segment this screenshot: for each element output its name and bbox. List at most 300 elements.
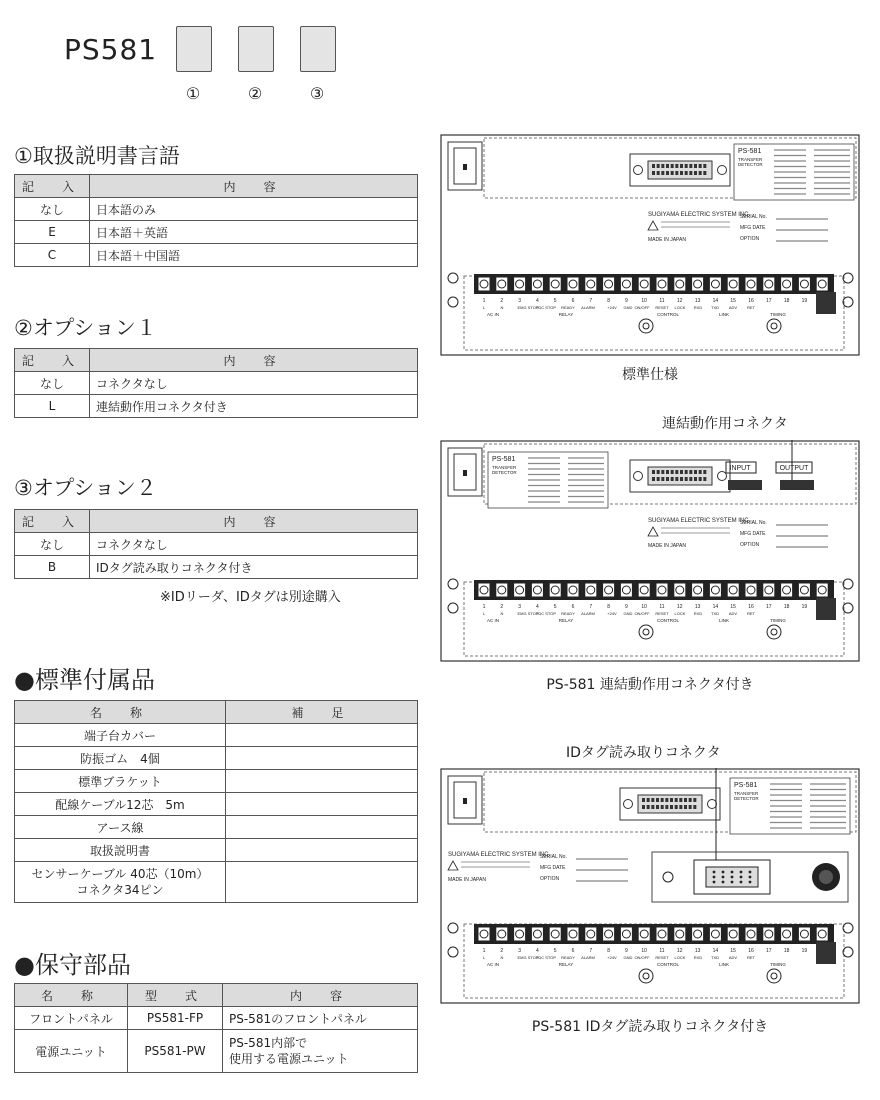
power-plug	[816, 598, 836, 620]
terminal-number: 16	[748, 948, 754, 954]
cell: 日本語のみ	[90, 198, 418, 221]
cell	[223, 1030, 418, 1073]
connector-pin	[685, 470, 688, 474]
terminal-number: 2	[500, 604, 504, 610]
terminal-group: TIMING	[770, 962, 786, 967]
terminal-label: ADV	[728, 955, 738, 960]
connector-pin	[652, 171, 655, 175]
connector-pin	[647, 805, 650, 809]
connector-pin	[675, 470, 678, 474]
terminal-number: 5	[553, 948, 557, 954]
connector-pin	[666, 164, 669, 168]
table-row	[15, 862, 418, 903]
terminal-group: RELAY	[558, 962, 574, 967]
connector-pin	[693, 805, 696, 809]
callout-link-connector: 連結動作用コネクタ	[662, 416, 788, 432]
cell: 防振ゴム 4個	[15, 747, 226, 770]
section2-title: ②オプション１	[14, 316, 157, 340]
cell: 電源ユニット	[15, 1030, 128, 1073]
cell: コネクタなし	[90, 533, 418, 556]
serial-label: SERIAL No.	[740, 520, 767, 526]
panel-standard	[440, 134, 860, 356]
terminal-number: 11	[659, 948, 665, 954]
terminal-label: READY	[561, 611, 575, 616]
power-plug	[816, 292, 836, 314]
terminal-label: GND	[623, 305, 633, 310]
power-switch-mark	[463, 164, 467, 170]
terminal-number: 15	[730, 298, 736, 304]
id-pin	[722, 871, 725, 874]
cell: 日本語＋英語	[90, 221, 418, 244]
connector-pin	[642, 805, 645, 809]
terminal-number: 13	[694, 298, 701, 304]
terminal-number: 6	[571, 298, 575, 304]
table-row	[15, 747, 418, 770]
table-row	[15, 533, 418, 556]
connector-pin	[651, 805, 654, 809]
col-content: 内 容	[223, 984, 418, 1007]
cell	[15, 862, 226, 903]
caption-idtag: PS-581 IDタグ読み取りコネクタ付き	[531, 1019, 769, 1035]
cell: PS581-PW	[128, 1030, 223, 1073]
terminal-number: 18	[783, 948, 790, 954]
terminal-number: 5	[553, 604, 557, 610]
terminal-label: ON/OFF	[634, 611, 650, 616]
terminal-number: 15	[730, 948, 736, 954]
connector-pin	[666, 477, 669, 481]
terminal-number: 7	[589, 948, 593, 954]
terminal-number: 19	[801, 948, 808, 954]
cell: PS-581のフロントパネル	[223, 1007, 418, 1030]
buzzer-inner	[819, 870, 833, 884]
accessories-title: ●標準付属品	[14, 666, 155, 694]
option2-table	[14, 509, 418, 579]
connector-pin	[703, 477, 706, 481]
terminal-number: 10	[641, 948, 647, 954]
connector-pin	[685, 477, 688, 481]
connector-pin	[656, 805, 659, 809]
cell-line: センサーケーブル 40芯（10m）	[31, 867, 209, 881]
terminal-number: 6	[571, 948, 575, 954]
table-row	[15, 724, 418, 747]
cell	[226, 770, 418, 793]
cell: なし	[15, 372, 90, 395]
table-row	[15, 839, 418, 862]
terminal-label: RESET	[655, 611, 669, 616]
language-table	[14, 174, 418, 267]
terminal-number: 12	[677, 948, 683, 954]
terminal-label: TXD	[711, 305, 719, 310]
connector-pin	[652, 477, 655, 481]
id-pin	[740, 876, 743, 879]
terminal-label: ADV	[728, 305, 738, 310]
connector-pin	[675, 798, 678, 802]
connector-pin	[703, 171, 706, 175]
terminal-number: 7	[589, 298, 593, 304]
connector-pin	[666, 171, 669, 175]
callout-id-connector: IDタグ読み取りコネクタ	[566, 745, 721, 761]
terminal-number: 19	[801, 604, 808, 610]
connector-pin	[665, 798, 668, 802]
device-sub1: TRANSFER	[738, 157, 763, 162]
terminal-label: ON/OFF	[634, 305, 650, 310]
maintenance-title: ●保守部品	[14, 951, 131, 979]
connector-pin	[670, 798, 673, 802]
made-in: MADE IN JAPAN	[448, 877, 486, 883]
id-pin	[749, 881, 752, 884]
option-box-1	[176, 26, 212, 72]
terminal-number: 18	[783, 604, 790, 610]
device-sub1: TRANSFER	[492, 465, 517, 470]
connector-pin	[699, 171, 702, 175]
terminal-number: 8	[607, 948, 610, 954]
connector-pin	[699, 164, 702, 168]
terminal-label: EMG STOP	[517, 611, 539, 616]
connector-pin	[661, 805, 664, 809]
connector-pin	[656, 798, 659, 802]
terminal-label: EMG STOP	[517, 305, 539, 310]
device-sub2: DETECTOR	[492, 470, 517, 475]
mfg-label: MFG DATE	[740, 225, 766, 231]
col-entry: 記 入	[15, 175, 90, 198]
terminal-number: 4	[536, 298, 539, 304]
connector-pin	[703, 470, 706, 474]
terminal-number: 1	[482, 948, 486, 954]
terminal-label: RESET	[655, 305, 669, 310]
input-connector	[728, 480, 762, 490]
connector-pin	[693, 798, 696, 802]
terminal-strip	[474, 274, 834, 294]
terminal-label: ON/OFF	[634, 955, 650, 960]
terminal-number: 11	[659, 604, 665, 610]
connector-pin	[671, 470, 674, 474]
terminal-number: 8	[607, 604, 610, 610]
connector-pin	[647, 798, 650, 802]
power-switch-mark	[463, 470, 467, 476]
terminal-label: L	[482, 305, 486, 310]
table-row	[15, 1007, 418, 1030]
connector-pin	[694, 171, 697, 175]
cell: L	[15, 395, 90, 418]
terminal-label: ADV	[728, 611, 738, 616]
cell	[226, 747, 418, 770]
panel-idtag	[440, 768, 860, 1004]
terminal-number: 1	[482, 298, 486, 304]
terminal-label: EMG STOP	[517, 955, 539, 960]
terminal-group: AC IN	[486, 618, 500, 623]
connector-pin	[657, 477, 660, 481]
col-entry: 記 入	[15, 349, 90, 372]
terminal-number: 9	[625, 298, 628, 304]
terminal-group: LINK	[718, 312, 730, 317]
cell: PS581-FP	[128, 1007, 223, 1030]
terminal-number: 1	[482, 604, 486, 610]
terminal-number: 10	[641, 604, 647, 610]
table-row	[15, 556, 418, 579]
col-entry: 記 入	[15, 510, 90, 533]
maker-name: SUGIYAMA ELECTRIC SYSTEM INC.	[648, 212, 751, 218]
terminal-number: 14	[712, 298, 719, 304]
table-row	[15, 372, 418, 395]
cell: 日本語＋中国語	[90, 244, 418, 267]
cell-line: PS-581内部で	[229, 1036, 308, 1050]
connector-pin	[675, 477, 678, 481]
terminal-label: ALARM	[581, 305, 595, 310]
connector-pin	[671, 477, 674, 481]
id-pin	[722, 881, 725, 884]
terminal-number: 12	[677, 298, 683, 304]
cell: なし	[15, 533, 90, 556]
connector-pin	[703, 164, 706, 168]
accessories-table	[14, 700, 418, 903]
terminal-number: 3	[518, 298, 521, 304]
terminal-label: TDC STOP	[535, 955, 557, 960]
connector-pin	[694, 470, 697, 474]
terminal-strip	[474, 580, 834, 600]
connector-pin	[652, 470, 655, 474]
connector-pin	[685, 171, 688, 175]
terminal-group: CONTROL	[656, 618, 680, 623]
terminal-label: L	[482, 611, 486, 616]
marker-2: ②	[247, 84, 263, 103]
terminal-number: 5	[553, 298, 557, 304]
terminal-number: 17	[766, 298, 772, 304]
terminal-number: 3	[518, 604, 521, 610]
cell: 配線ケーブル12芯 5m	[15, 793, 226, 816]
id-pin	[749, 871, 752, 874]
cell	[226, 793, 418, 816]
device-name: PS-581	[738, 148, 762, 155]
terminal-number: 12	[677, 604, 683, 610]
col-name: 名 称	[15, 984, 128, 1007]
col-content: 内 容	[90, 510, 418, 533]
marker-3: ③	[309, 84, 325, 103]
id-pin	[713, 881, 716, 884]
terminal-label: RXD	[693, 611, 703, 616]
device-sub2: DETECTOR	[734, 796, 759, 801]
connector-pin	[642, 798, 645, 802]
terminal-number: 10	[641, 298, 647, 304]
connector-pin	[694, 164, 697, 168]
cell: コネクタなし	[90, 372, 418, 395]
terminal-group: LINK	[718, 962, 730, 967]
mfg-label: MFG DATE	[540, 865, 566, 871]
terminal-number: 11	[659, 298, 665, 304]
option-label: OPTION	[740, 542, 760, 548]
terminal-label: LOCK	[674, 955, 686, 960]
terminal-group: RELAY	[558, 618, 574, 623]
id-pin	[731, 871, 734, 874]
made-in: MADE IN JAPAN	[648, 237, 686, 243]
connector-pin	[652, 164, 655, 168]
terminal-label: TDC STOP	[535, 611, 557, 616]
terminal-group: AC IN	[486, 962, 500, 967]
connector-pin	[665, 805, 668, 809]
caption-standard: 標準仕様	[622, 367, 678, 383]
connector-pin	[661, 798, 664, 802]
connector-pin	[671, 171, 674, 175]
id-pin	[740, 871, 743, 874]
connector-pin	[680, 164, 683, 168]
connector-pin	[689, 798, 692, 802]
cell: 連結動作用コネクタ付き	[90, 395, 418, 418]
option-box-2	[238, 26, 274, 72]
connector-pin	[685, 164, 688, 168]
cell	[226, 839, 418, 862]
terminal-number: 17	[766, 604, 772, 610]
id-pin	[749, 876, 752, 879]
terminal-number: 16	[748, 604, 754, 610]
terminal-label: ALARM	[581, 611, 595, 616]
terminal-number: 19	[801, 298, 808, 304]
cell	[226, 862, 418, 903]
terminal-label: RESET	[655, 955, 669, 960]
connector-pin	[657, 470, 660, 474]
connector-pin	[679, 798, 682, 802]
purchase-note: ※IDリーダ、IDタグは別途購入	[160, 590, 341, 605]
table-row	[15, 221, 418, 244]
terminal-label: RXD	[693, 305, 703, 310]
connector-pin	[666, 470, 669, 474]
terminal-label: GND	[623, 611, 633, 616]
section1-title: ①取扱説明書言語	[14, 144, 180, 168]
connector-pin	[684, 805, 687, 809]
terminal-group: RELAY	[558, 312, 574, 317]
terminal-label: +24V	[607, 611, 617, 616]
connector-pin	[679, 805, 682, 809]
terminal-group: CONTROL	[656, 312, 680, 317]
connector-pin	[689, 477, 692, 481]
terminal-label: LOCK	[674, 611, 686, 616]
cell: 取扱説明書	[15, 839, 226, 862]
maker-name: SUGIYAMA ELECTRIC SYSTEM INC.	[448, 852, 551, 858]
terminal-label: LOCK	[674, 305, 686, 310]
terminal-number: 9	[625, 604, 628, 610]
terminal-number: 15	[730, 604, 736, 610]
connector-body	[638, 795, 702, 813]
connector-pin	[670, 805, 673, 809]
terminal-label: RET	[747, 305, 755, 310]
terminal-label: TXD	[711, 955, 719, 960]
terminal-number: 13	[694, 604, 701, 610]
model-number: PS581	[64, 33, 158, 66]
id-pin	[713, 876, 716, 879]
option-label: OPTION	[540, 876, 560, 882]
output-connector	[780, 480, 814, 490]
cell: 標準ブラケット	[15, 770, 226, 793]
table-row	[15, 395, 418, 418]
col-content: 内 容	[90, 175, 418, 198]
connector-pin	[671, 164, 674, 168]
cell	[226, 816, 418, 839]
connector-body	[648, 161, 712, 179]
terminal-number: 7	[589, 604, 593, 610]
terminal-number: 2	[500, 948, 504, 954]
cell-line: 使用する電源ユニット	[229, 1052, 349, 1066]
made-in: MADE IN JAPAN	[648, 543, 686, 549]
connector-pin	[699, 470, 702, 474]
mfg-label: MFG DATE	[740, 531, 766, 537]
terminal-strip	[474, 924, 834, 944]
terminal-label: RET	[747, 611, 755, 616]
col-content: 内 容	[90, 349, 418, 372]
id-pin	[722, 876, 725, 879]
col-note: 補 足	[226, 701, 418, 724]
terminal-label: RET	[747, 955, 755, 960]
cell: C	[15, 244, 90, 267]
terminal-number: 3	[518, 948, 521, 954]
device-sub2: DETECTOR	[738, 162, 763, 167]
terminal-group: CONTROL	[656, 962, 680, 967]
connector-pin	[675, 805, 678, 809]
terminal-label: N	[500, 955, 504, 960]
panel-link	[440, 440, 860, 662]
output-label: OUTPUT	[779, 465, 809, 472]
connector-pin	[675, 164, 678, 168]
table-row	[15, 198, 418, 221]
power-plug	[816, 942, 836, 964]
terminal-label: +24V	[607, 305, 617, 310]
terminal-group: TIMING	[770, 618, 786, 623]
terminal-label: GND	[623, 955, 633, 960]
terminal-label: +24V	[607, 955, 617, 960]
terminal-group: AC IN	[486, 312, 500, 317]
terminal-number: 18	[783, 298, 790, 304]
table-row	[15, 816, 418, 839]
connector-pin	[661, 477, 664, 481]
table-row	[15, 770, 418, 793]
device-name: PS-581	[492, 456, 516, 463]
device-name: PS-581	[734, 782, 758, 789]
connector-pin	[651, 798, 654, 802]
connector-body	[648, 467, 712, 485]
connector-pin	[675, 171, 678, 175]
terminal-label: RXD	[693, 955, 703, 960]
input-label: INPUT	[729, 465, 751, 472]
connector-pin	[699, 477, 702, 481]
serial-label: SERIAL No.	[540, 854, 567, 860]
connector-pin	[689, 164, 692, 168]
cell	[226, 724, 418, 747]
table-row	[15, 793, 418, 816]
terminal-number: 6	[571, 604, 575, 610]
connector-pin	[694, 477, 697, 481]
terminal-label: N	[500, 305, 504, 310]
connector-pin	[689, 805, 692, 809]
terminal-number: 14	[712, 604, 719, 610]
section3-title: ③オプション２	[14, 476, 157, 500]
terminal-number: 4	[536, 948, 539, 954]
option1-table	[14, 348, 418, 418]
terminal-number: 14	[712, 948, 719, 954]
terminal-number: 16	[748, 298, 754, 304]
maker-name: SUGIYAMA ELECTRIC SYSTEM INC.	[648, 518, 751, 524]
id-pin	[731, 881, 734, 884]
terminal-group: TIMING	[770, 312, 786, 317]
serial-label: SERIAL No.	[740, 214, 767, 220]
connector-pin	[689, 470, 692, 474]
connector-pin	[680, 470, 683, 474]
caption-link: PS-581 連結動作用コネクタ付き	[546, 677, 754, 693]
cell: アース線	[15, 816, 226, 839]
terminal-number: 2	[500, 298, 504, 304]
connector-pin	[661, 171, 664, 175]
id-pin	[713, 871, 716, 874]
terminal-label: ALARM	[581, 955, 595, 960]
terminal-label: TXD	[711, 611, 719, 616]
terminal-number: 8	[607, 298, 610, 304]
terminal-label: READY	[561, 305, 575, 310]
